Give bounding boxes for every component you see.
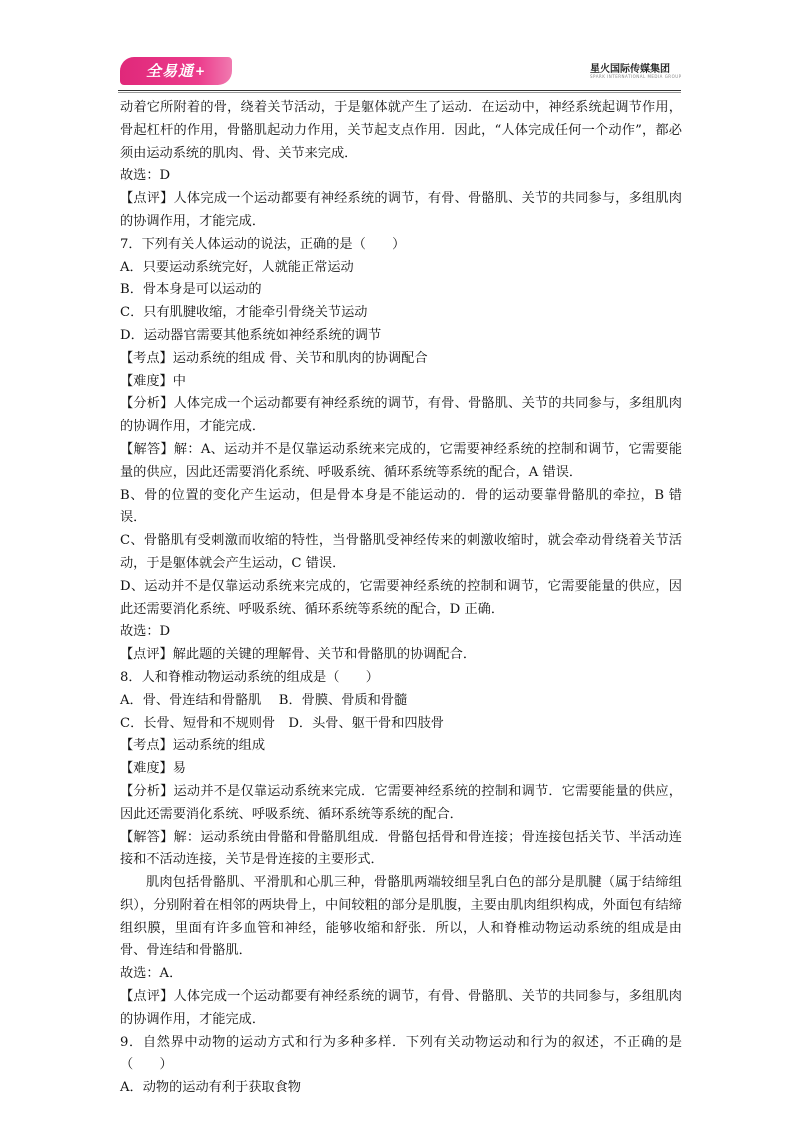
paragraph: D．运动器官需要其他系统如神经系统的调节	[120, 327, 382, 343]
paragraph: 【点评】人体完成一个运动都要有神经系统的调节，有骨、骨骼肌、关节的共同参与，多组肌肉的协调作用，才能完成．	[120, 191, 682, 229]
paragraph: C．长骨、短骨和不规则骨 D．头骨、躯干骨和四肢骨	[120, 715, 444, 731]
paragraph: 9．自然界中动物的运动方式和行为多种多样．下列有关动物运动和行为的叙述，不正确的是（ ）	[120, 1034, 682, 1073]
paragraph: 动着它所附着的骨，绕着关节活动，于是躯体就产生了运动．在运动中，神经系统起调节作用，骨起杠杆的作用，骨骼肌起动力作用，关节起支点作用．因此，“人体完成任何一个动作”，都必须由运动系统的肌肉、骨、关节来完成．	[120, 100, 682, 161]
publisher-name: 星火国际传媒集团	[590, 64, 670, 75]
paragraph: 7．下列有关人体运动的说法，正确的是（ ）	[120, 236, 406, 252]
paragraph: 【考点】运动系统的组成 骨、关节和肌肉的协调配合	[120, 350, 428, 366]
document-body	[120, 97, 682, 1100]
header-divider	[118, 90, 681, 91]
paragraph: 故选：D	[120, 168, 171, 184]
paragraph: 【难度】易	[120, 761, 186, 777]
paragraph: 【解答】解：运动系统由骨骼和骨骼肌组成．骨骼包括骨和骨连接；骨连接包括关节、半活动连接和不活动连接，关节是骨连接的主要形式．	[120, 829, 682, 868]
paragraph: A．骨、骨连结和骨骼肌 B．骨膜、骨质和骨髓	[120, 692, 408, 708]
paragraph: 故选：D	[120, 624, 171, 640]
paragraph: 肌肉包括骨骼肌、平滑肌和心肌三种，骨骼肌两端较细呈乳白色的部分是肌腱（属于结缔组织），分别附着在相邻的两块骨上，中间较粗的部分是肌腹，主要由肌肉组织构成，外面包有结缔组织膜，里面有许多血管和神经，能够收缩和舒张．所以，人和脊椎动物运动系统的组成是由骨、骨连结和骨骼肌．	[120, 875, 682, 959]
paragraph: 【点评】解此题的关键的理解骨、关节和骨骼肌的协调配合．	[120, 647, 477, 663]
paragraph: D、运动并不是仅靠运动系统来完成的，它需要神经系统的控制和调节，它需要能量的供应，因此还需要消化系统、呼吸系统、循环系统等系统的配合，D 正确．	[120, 578, 682, 617]
paragraph: B、骨的位置的变化产生运动，但是骨本身是不能运动的．骨的运动要靠骨骼肌的牵拉，B 错误．	[120, 487, 682, 526]
paragraph: 8．人和脊椎动物运动系统的组成是（ ）	[120, 669, 379, 685]
paragraph: B．骨本身是可以运动的	[120, 282, 262, 298]
paragraph: A．动物的运动有利于获取食物	[120, 1080, 301, 1096]
page-header	[0, 0, 800, 90]
paragraph: 【分析】运动并不是仅靠运动系统来完成．它需要神经系统的控制和调节．它需要能量的供应，因此还需要消化系统、呼吸系统、循环系统等系统的配合．	[120, 783, 682, 822]
publisher-subtitle: SPARK INTERNATIONAL MEDIA GROUP	[590, 74, 682, 79]
paragraph: 【点评】人体完成一个运动都要有神经系统的调节，有骨、骨骼肌、关节的共同参与，多组肌肉的协调作用，才能完成．	[120, 989, 682, 1027]
paragraph: 【考点】运动系统的组成	[120, 738, 266, 754]
logo: 全易通+	[120, 57, 232, 85]
paragraph: C、骨骼肌有受刺激而收缩的特性，当骨骼肌受神经传来的刺激收缩时，就会牵动骨绕着关节活动，于是躯体就会产生运动，C 错误．	[120, 533, 682, 571]
paragraph: 【难度】中	[120, 373, 186, 389]
header-divider-thin	[118, 92, 681, 93]
paragraph: C．只有肌腱收缩，才能牵引骨绕关节运动	[120, 305, 368, 321]
paragraph: 故选：A．	[120, 966, 183, 982]
paragraph: 【解答】解：A、运动并不是仅靠运动系统来完成的，它需要神经系统的控制和调节，它需要能量的供应，因此还需要消化系统、呼吸系统、循环系统等系统的配合，A 错误．	[120, 441, 682, 480]
paragraph: 【分析】人体完成一个运动都要有神经系统的调节，有骨、骨骼肌、关节的共同参与，多组肌肉的协调作用，才能完成．	[120, 396, 682, 435]
paragraph: A．只要运动系统完好，人就能正常运动	[120, 259, 354, 275]
